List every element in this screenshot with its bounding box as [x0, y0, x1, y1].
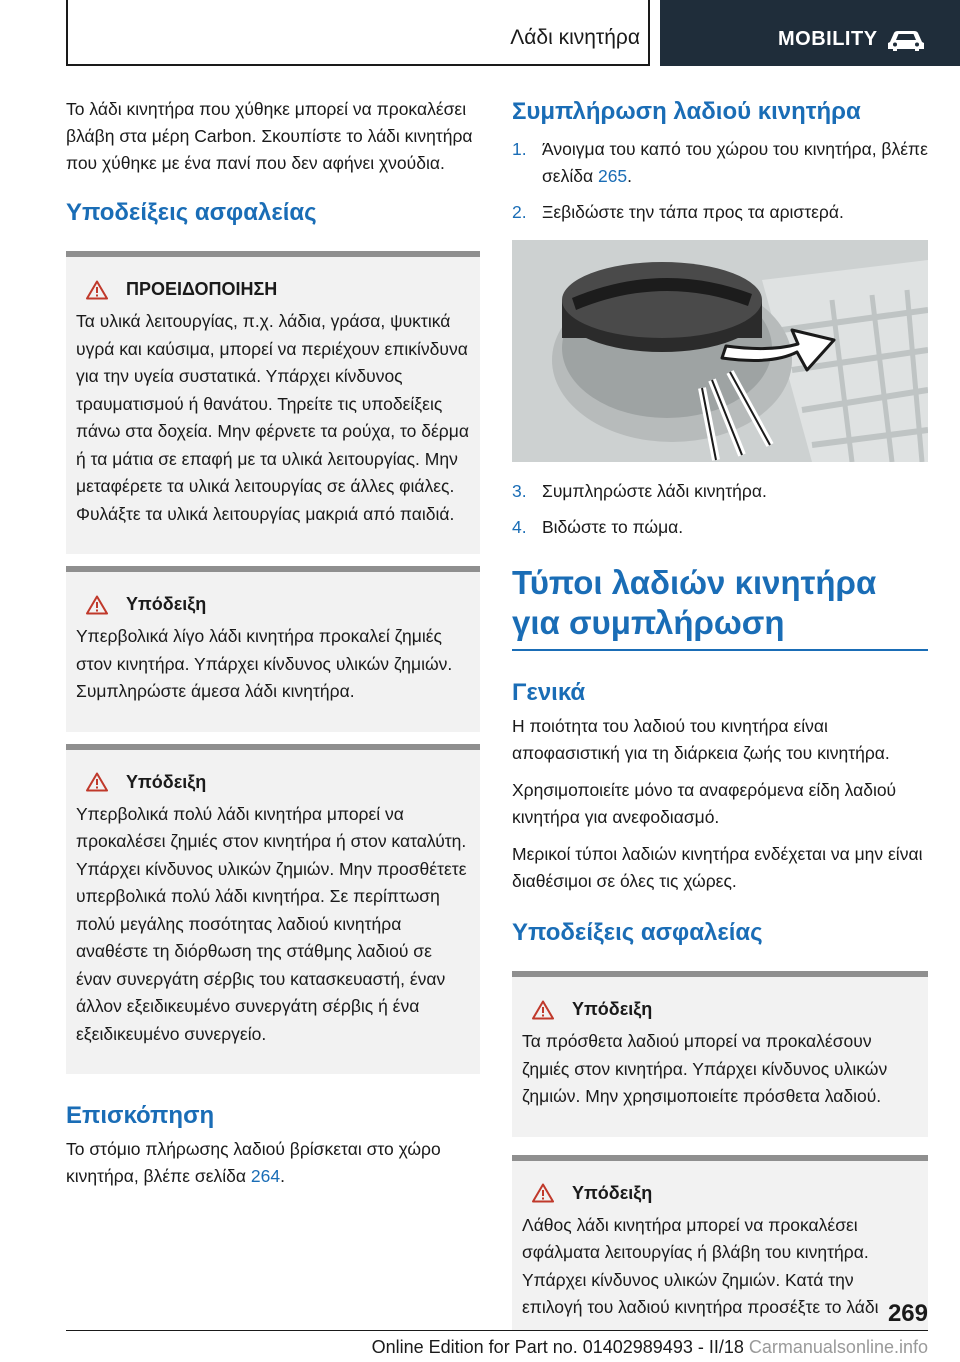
note-box: [512, 971, 928, 1137]
warning-triangle-icon: [86, 595, 108, 615]
general-paragraph-1: Η ποιότητα του λαδιού του κινητήρα είναι αποφασιστική για τη διάρκεια ζωής του κινητήρα.: [512, 716, 890, 763]
header-rule-left: [66, 0, 68, 66]
note-title: Υπόδειξη: [126, 594, 207, 614]
header-section-tab: [660, 0, 960, 66]
step-text: Βιδώστε το πώμα.: [542, 517, 684, 537]
footer-edition: Online Edition for Part no. 01402989493 - II/18: [371, 1337, 744, 1357]
page-link-265[interactable]: 265: [597, 166, 628, 186]
warning-title: ΠΡΟΕΙΔΟΠΟΙΗΣΗ: [126, 279, 278, 299]
note-head: [532, 999, 918, 1020]
page-link-264[interactable]: 264: [250, 1166, 281, 1186]
warning-head: [86, 279, 470, 300]
step-text: [542, 136, 928, 190]
general-heading: Γενικά: [512, 679, 586, 706]
note-box: [66, 744, 480, 1075]
overview-end: .: [280, 1166, 285, 1186]
step-item: [512, 199, 928, 226]
car-icon: [886, 28, 926, 52]
note-head: [86, 772, 470, 793]
general-paragraph-2: Χρησιμοποιείτε μόνο τα αναφερόμενα είδη λαδιού κινητήρα για ανεφοδιασμό.: [512, 780, 897, 827]
step-text-main: Άνοιγμα του καπό του χώρου του κινητήρα, βλέπε σελίδα: [542, 139, 928, 186]
step-item: [512, 136, 928, 190]
safety-heading-right: Υποδείξεις ασφαλείας: [512, 919, 763, 946]
footer-rule: [66, 1330, 928, 1331]
step-number: 4.: [512, 517, 527, 537]
page-number: 269: [887, 1300, 928, 1327]
note-title: Υπόδειξη: [572, 999, 653, 1019]
oil-cap-illustration: [512, 240, 928, 462]
fill-heading: Συμπλήρωση λαδιού κινητήρα: [512, 98, 861, 125]
safety-heading: Υποδείξεις ασφαλείας: [66, 199, 317, 226]
left-column: [66, 96, 480, 1200]
footer-site-watermark: Carmanualsonline.info: [748, 1337, 928, 1357]
warning-triangle-icon: [532, 1183, 554, 1203]
overview-text: Το στόμιο πλήρωσης λαδιού βρίσκεται στο χώρο κινητήρα, βλέπε σελίδα: [66, 1139, 441, 1186]
note-text: Υπερβολικά λίγο λάδι κινητήρα προκαλεί ζημιές στον κινητήρα. Υπάρχει κίνδυνος υλικών ζημιών. Συμπληρώστε άμεσα λάδι κινητήρα.: [76, 626, 453, 701]
step-number: 2.: [512, 202, 527, 222]
warning-box: [66, 251, 480, 554]
warning-triangle-icon: [532, 1000, 554, 1020]
heading-rule: [512, 649, 928, 651]
note-text: Υπερβολικά πολύ λάδι κινητήρα μπορεί να προκαλέσει ζημιές στον κινητήρα ή στον καταλύτη. Υπάρχει κίνδυνος υλικών ζημιών. Μην προσθέτετε υπερβολικά πολύ λάδι κινητήρα. Σε περίπτωση πολύ μεγάλης ποσότητας λαδιού κινητήρα αναθέστε τη διόρθωση της στάθμης λαδιού σε έναν συνεργάτη σέρβις του κατασκευαστή, έναν άλλον εξειδικευμένο συνεργάτη σέρβις ή ένα εξειδικευμένο συνεργείο.: [76, 803, 467, 1044]
oil-types-heading: Τύποι λαδιών κινητήρα για συμπλήρωση: [512, 564, 877, 641]
header-title: Λάδι κινητήρα: [510, 26, 640, 49]
footer-text: [300, 1337, 928, 1358]
right-column: [512, 96, 928, 1330]
intro-paragraph: Το λάδι κινητήρα που χύθηκε μπορεί να προκαλέσει βλάβη στα μέρη Carbon. Σκουπίστε το λάδι κινητήρα που χύθηκε με ένα πανί που δεν αφήνει χνούδια.: [66, 99, 473, 173]
header-section-label: MOBILITY: [778, 28, 878, 50]
note-title: Υπόδειξη: [126, 771, 207, 792]
step-text-end: .: [627, 166, 633, 186]
note-box: [66, 566, 480, 732]
note-head: [86, 594, 470, 615]
note-title: Υπόδειξη: [572, 1182, 653, 1203]
note-text: Τα πρόσθετα λαδιού μπορεί να προκαλέσουν ζημιές στον κινητήρα. Υπάρχει κίνδυνος υλικών ζημιών. Μην χρησιμοποιείτε πρόσθετα λαδιού.: [522, 1031, 888, 1106]
note-head: [532, 1183, 918, 1204]
step-item: [512, 514, 928, 541]
warning-triangle-icon: [86, 772, 108, 792]
overview-heading: Επισκόπηση: [66, 1102, 215, 1129]
step-text: Ξεβιδώστε την τάπα προς τα αριστερά.: [542, 202, 844, 222]
step-text: Συμπληρώστε λάδι κινητήρα.: [542, 481, 767, 501]
step-number: 3.: [512, 481, 527, 501]
step-number: 1.: [512, 139, 527, 159]
oil-cap-drawing: [512, 240, 928, 462]
note-text: Λάθος λάδι κινητήρα μπορεί να προκαλέσει σφάλματα λειτουργίας ή βλάβη του κινητήρα. Υπάρχει κίνδυνος υλικών ζημιών. Κατά την επιλογή του λαδιού κινητήρα προσέξτε το λάδι: [522, 1214, 879, 1317]
overview-paragraph: [66, 1136, 480, 1190]
header-rule-right: [648, 0, 650, 66]
general-paragraph-3: Μερικοί τύποι λαδιών κινητήρα ενδέχεται να μην είναι διαθέσιμοι σε όλες τις χώρες.: [512, 844, 923, 891]
steps-list-b: [512, 478, 928, 541]
steps-list-a: [512, 136, 928, 226]
header-rule-bottom: [66, 64, 650, 66]
warning-text: Τα υλικά λειτουργίας, π.χ. λάδια, γράσα, ψυκτικά υγρά και καύσιμα, μπορεί να περιέχουν επικίνδυνα για την υγεία συστατικά. Υπάρχει κίνδυνος τραυματισμού ή θανάτου. Τηρείτε τις υποδείξεις πάνω στα δοχεία. Μην φέρνετε τα ρούχα, το δέρμα ή τα μάτια σε επαφή με τα υλικά λειτουργίας. Μην μεταφέρετε τα υλικά λειτουργίας σε άλλες φιάλες. Φυλάξτε τα υλικά λειτουργίας μακριά από παιδιά.: [76, 311, 469, 524]
step-item: [512, 478, 928, 505]
warning-triangle-icon: [86, 280, 108, 300]
